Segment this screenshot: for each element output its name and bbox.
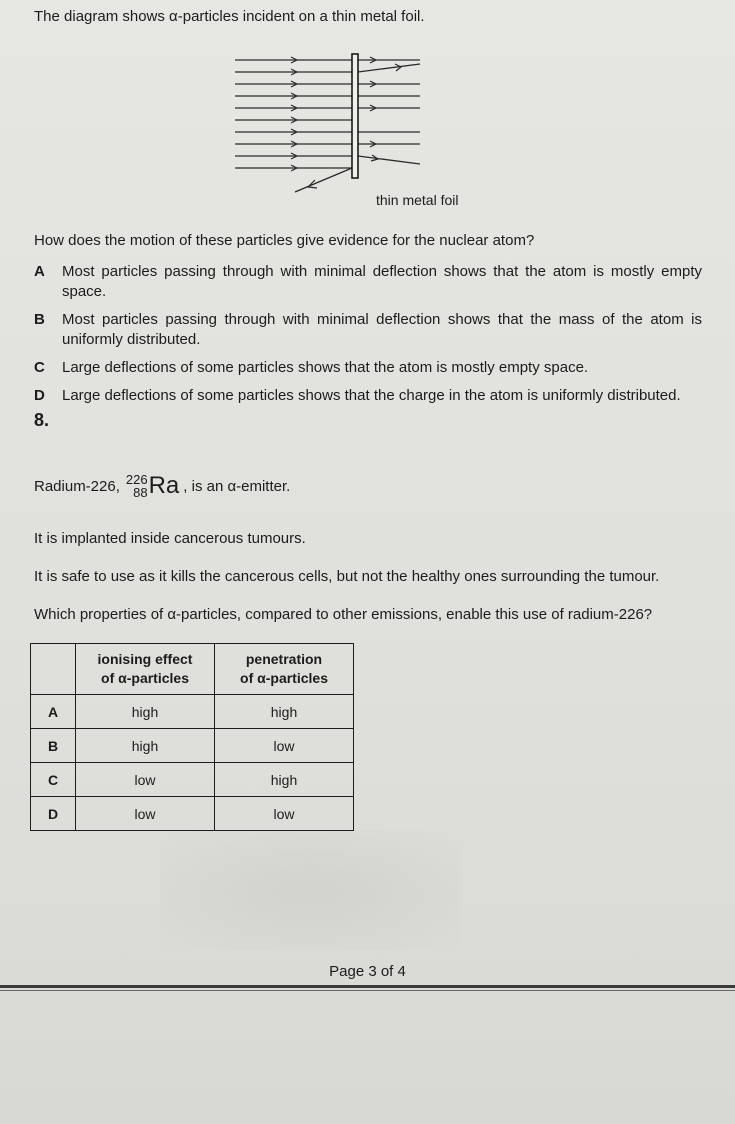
radium-suffix: , is an α-emitter.: [183, 477, 291, 495]
row-letter: C: [31, 763, 76, 797]
row-penetration: low: [215, 797, 354, 831]
option-letter: D: [34, 387, 45, 404]
header-ionising-line-1: ionising effect: [97, 651, 193, 667]
alpha-scattering-diagram: [225, 52, 435, 212]
page-number: Page 3 of 4: [329, 963, 406, 980]
table-row: [31, 763, 354, 797]
header-penetration-line-2: of α-particles: [240, 670, 328, 686]
row-penetration: low: [215, 729, 354, 763]
question-8-number: 8.: [34, 410, 50, 430]
footer-rule-thin: [0, 990, 735, 991]
row-letter: A: [31, 695, 76, 729]
option-text: Most particles passing through with minimal deflection shows that the mass of the atom is uniformly distributed.: [62, 311, 702, 348]
question-8-line-3: Which properties of α-particles, compared to other emissions, enable this use of radium-226?: [34, 606, 653, 623]
table-row: [31, 797, 354, 831]
row-letter: B: [31, 729, 76, 763]
mass-number: 226: [125, 472, 148, 487]
option-text: Most particles passing through with minimal deflection shows that the atom is mostly empty space.: [62, 263, 702, 300]
diagram-intro: The diagram shows α-particles incident on a thin metal foil.: [34, 8, 425, 25]
atomic-number: 88: [133, 485, 148, 500]
option-c: [34, 358, 702, 378]
question-8-line-2: It is safe to use as it kills the cancerous cells, but not the healthy ones surrounding the tumour.: [34, 568, 660, 585]
table-header-row: [31, 644, 354, 695]
option-letter: B: [34, 311, 45, 328]
row-ionising: high: [76, 729, 215, 763]
question-7-prompt: How does the motion of these particles give evidence for the nuclear atom?: [34, 232, 535, 249]
header-penetration-line-1: penetration: [245, 651, 323, 667]
option-text: Large deflections of some particles shows that the atom is mostly empty space.: [62, 359, 589, 376]
option-letter: A: [34, 263, 45, 280]
row-penetration: high: [215, 763, 354, 797]
header-ionising-line-2: of α-particles: [101, 670, 189, 686]
properties-table: [30, 643, 354, 831]
question-8-line-1: It is implanted inside cancerous tumours.: [34, 530, 306, 547]
element-symbol: Ra: [148, 472, 180, 499]
header-ionising: [76, 644, 215, 695]
table-row: [31, 695, 354, 729]
deflected-beam: [358, 156, 420, 164]
option-letter: C: [34, 359, 45, 376]
row-letter: D: [31, 797, 76, 831]
row-ionising: low: [76, 763, 215, 797]
photo-shadow: [160, 830, 460, 950]
row-ionising: low: [76, 797, 215, 831]
table-corner-cell: [31, 644, 76, 695]
option-a: [34, 262, 702, 302]
option-d: [34, 386, 702, 406]
table-row: [31, 729, 354, 763]
header-penetration: [215, 644, 354, 695]
option-text: Large deflections of some particles shows that the charge in the atom is uniformly distributed.: [62, 387, 681, 404]
footer-rule: [0, 985, 735, 988]
radium-statement: [34, 472, 290, 500]
nuclide-notation: [126, 472, 179, 500]
backscatter-beam: [295, 168, 352, 192]
radium-prefix: Radium-226,: [34, 477, 120, 495]
metal-foil: [352, 54, 358, 178]
deflected-beam: [358, 64, 420, 72]
row-penetration: high: [215, 695, 354, 729]
option-b: [34, 310, 702, 350]
foil-label: thin metal foil: [376, 192, 459, 208]
row-ionising: high: [76, 695, 215, 729]
